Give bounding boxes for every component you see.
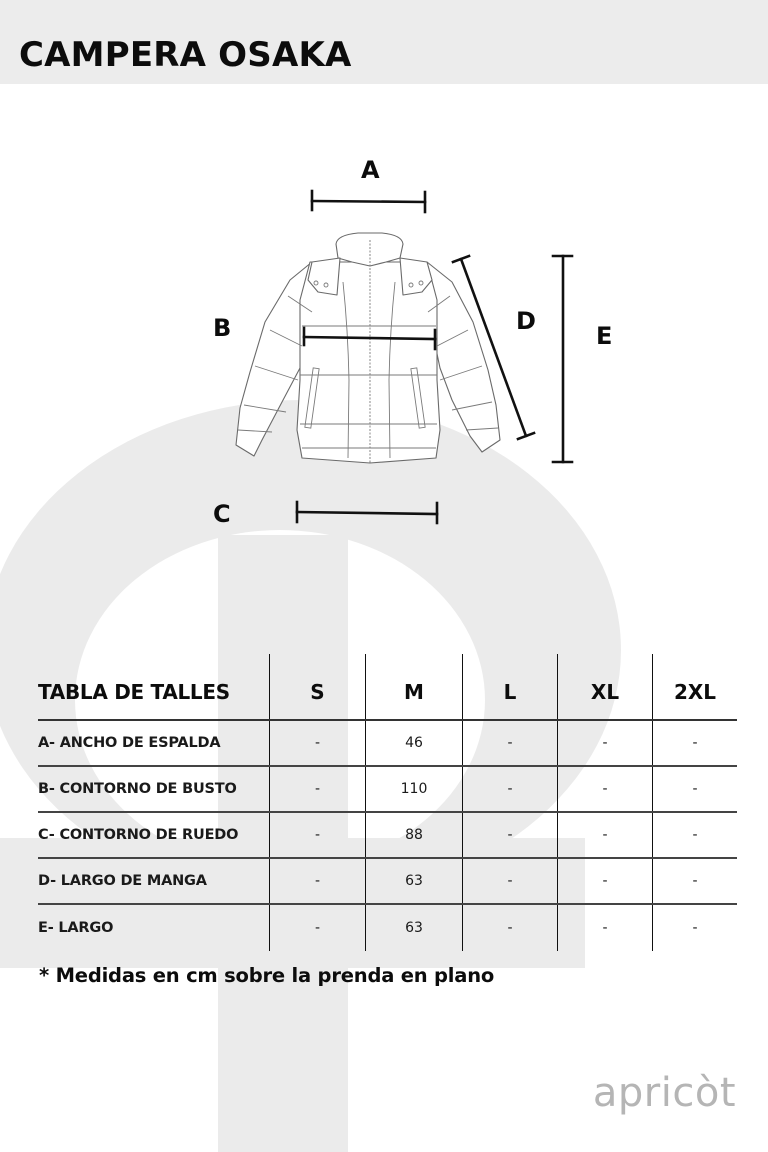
cell-value: -: [653, 720, 738, 766]
size-header-s: S: [270, 654, 366, 720]
row-label-contorno-de-ruedo: C- CONTORNO DE RUEDO: [38, 812, 270, 858]
measurement-footnote: * Medidas en cm sobre la prenda en plano: [39, 964, 495, 987]
size-header-2xl: 2XL: [653, 654, 738, 720]
jacket-diagram: [0, 0, 768, 560]
brand-logo: apricòt: [592, 1070, 736, 1116]
table-header-row: [38, 654, 737, 720]
cell-value: -: [270, 904, 366, 951]
jacket-illustration-icon: [236, 233, 500, 463]
size-header-l: L: [463, 654, 558, 720]
table-title: TABLA DE TALLES: [38, 654, 270, 720]
dimension-label-b: B: [213, 314, 232, 342]
cell-value: -: [653, 858, 738, 904]
size-header-xl: XL: [558, 654, 653, 720]
cell-value: 63: [366, 858, 463, 904]
cell-value: -: [653, 904, 738, 951]
dimension-label-c: C: [213, 500, 231, 528]
cell-value: -: [653, 812, 738, 858]
table-row: [38, 858, 737, 904]
dimension-label-e: E: [596, 322, 613, 350]
cell-value: -: [463, 766, 558, 812]
dimension-label-a: A: [361, 156, 380, 184]
cell-value: -: [463, 720, 558, 766]
row-label-largo: E- LARGO: [38, 920, 114, 936]
table-row: [38, 904, 737, 951]
cell-value: -: [270, 812, 366, 858]
cell-value: -: [558, 858, 653, 904]
table-row: [38, 812, 737, 858]
cell-value: 110: [366, 766, 463, 812]
cell-value: -: [270, 766, 366, 812]
cell-value: -: [558, 812, 653, 858]
cell-value: 46: [366, 720, 463, 766]
cell-value: -: [270, 858, 366, 904]
cell-value: -: [653, 766, 738, 812]
cell-value: -: [463, 904, 558, 951]
row-label-contorno-de-busto: B- CONTORNO DE BUSTO: [38, 766, 270, 812]
page-title: CAMPERA OSAKA: [19, 35, 352, 75]
cell-value: -: [270, 720, 366, 766]
cell-value: -: [463, 812, 558, 858]
cell-value: 63: [366, 904, 463, 951]
cell-value: -: [558, 904, 653, 951]
row-label-largo-de-manga: D- LARGO DE MANGA: [38, 858, 270, 904]
cell-value: -: [463, 858, 558, 904]
cell-value: -: [558, 766, 653, 812]
dimension-label-d: D: [516, 307, 536, 335]
cell-value: 88: [366, 812, 463, 858]
table-row: [38, 720, 737, 766]
cell-value: -: [558, 720, 653, 766]
row-label-ancho-de-espalda: A- ANCHO DE ESPALDA: [38, 720, 270, 766]
size-header-m: M: [366, 654, 463, 720]
size-chart-table: [38, 654, 737, 951]
table-row: [38, 766, 737, 812]
